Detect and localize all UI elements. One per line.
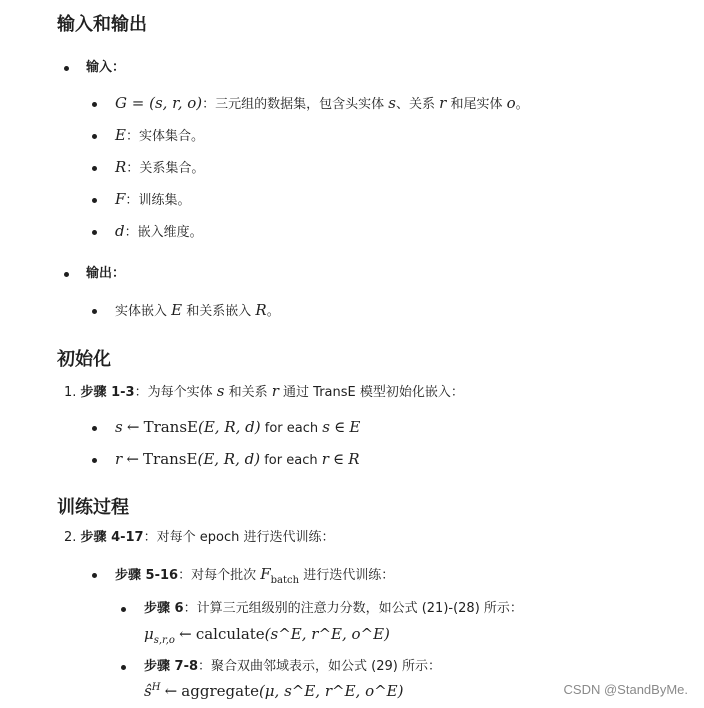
separator: ： <box>124 225 138 240</box>
train-step <box>64 529 334 547</box>
math-var: R <box>348 450 360 468</box>
math-var: E <box>171 301 183 319</box>
math-var: F <box>260 565 271 583</box>
math-args: (μ, s^E, r^E, o^E) <box>258 682 404 700</box>
separator: ： <box>126 161 140 176</box>
step-label: 步骤 6 <box>144 601 184 616</box>
bullet-dot <box>92 102 97 107</box>
bullet-dot <box>92 426 97 431</box>
math-function: TransE <box>143 450 198 468</box>
math-expression: E <box>115 126 126 144</box>
item-text: 训练集。 <box>138 193 191 208</box>
item-text: ：对每个 epoch 进行迭代训练： <box>143 530 335 545</box>
item-text: 实体嵌入 <box>115 304 168 319</box>
math-function: TransE <box>143 418 198 436</box>
bullet-dot <box>92 309 97 314</box>
math-args: (E, R, d) <box>198 418 261 436</box>
train-step6 <box>144 600 523 618</box>
section-title-io: 输入和输出 <box>57 14 147 35</box>
math-subscript: batch <box>270 575 300 586</box>
output-label: 输出： <box>86 266 126 281</box>
input-label: 输入： <box>86 60 126 75</box>
item-text: 关系集合。 <box>139 161 205 176</box>
math-var: s <box>388 94 396 112</box>
bullet-dot <box>121 607 126 612</box>
list-number: 1. <box>64 385 77 400</box>
init-step <box>64 382 464 402</box>
separator: ： <box>125 193 139 208</box>
math-var: r <box>115 450 123 468</box>
math-var: r <box>321 450 329 468</box>
init-formula-entity <box>115 418 360 438</box>
math-var: R <box>255 301 267 319</box>
math-expression: d <box>115 222 125 240</box>
output-item <box>115 301 280 321</box>
input-item-relations <box>115 158 204 178</box>
bullet-dot <box>92 134 97 139</box>
step-label: 步骤 7-8 <box>144 659 199 674</box>
math-operator: ∈ <box>333 450 345 468</box>
section-title-init: 初始化 <box>57 349 111 370</box>
math-var: E <box>349 418 361 436</box>
item-text: 和尾实体 <box>450 97 503 112</box>
math-operator: ∈ <box>334 418 346 436</box>
math-var: μ <box>144 625 154 643</box>
math-function: calculate <box>195 625 265 643</box>
step-label: 步骤 4-17 <box>80 530 144 545</box>
math-var: o <box>506 94 516 112</box>
math-operator: ← <box>164 682 178 700</box>
separator: ： <box>125 129 139 144</box>
math-var: s <box>216 382 225 400</box>
bullet-dot <box>92 198 97 203</box>
item-text: 和关系嵌入 <box>186 304 252 319</box>
formula-attention <box>144 625 390 645</box>
bullet-dot <box>64 272 69 277</box>
item-text: 。 <box>266 304 280 319</box>
math-args: (s^E, r^E, o^E) <box>264 625 390 643</box>
item-text: 。 <box>515 97 529 112</box>
math-operator: ← <box>126 418 140 436</box>
math-operator: ← <box>179 625 192 643</box>
input-item-entities <box>115 126 204 146</box>
item-text: 通过 TransE 模型初始化嵌入： <box>283 385 464 400</box>
list-number: 2. <box>64 530 77 545</box>
bullet-dot <box>92 458 97 463</box>
item-text: 、关系 <box>396 97 436 112</box>
item-text: ：为每个实体 <box>134 385 213 400</box>
bullet-dot <box>92 230 97 235</box>
watermark: CSDN @StandByMe. <box>563 682 688 697</box>
bullet-dot <box>121 665 126 670</box>
item-text: ：聚合双曲邻域表示，如公式 (29) 所示： <box>198 659 441 674</box>
math-expression: G = (s, r, o) <box>115 94 203 112</box>
train-step7-8 <box>144 658 441 676</box>
math-expression: R <box>115 158 127 176</box>
item-text: 和关系 <box>228 385 268 400</box>
item-text: 进行迭代训练： <box>303 568 395 583</box>
step-label: 步骤 1-3 <box>80 385 135 400</box>
formula-aggregate <box>144 682 403 702</box>
item-text: 实体集合。 <box>138 129 204 144</box>
input-item-dimension <box>115 222 203 242</box>
step-label: 步骤 5-16 <box>115 568 179 583</box>
separator: ： <box>202 97 216 112</box>
item-text: ：对每个批次 <box>178 568 257 583</box>
math-var: ŝ <box>144 682 152 700</box>
train-substep <box>115 565 394 585</box>
math-function: aggregate <box>181 682 259 700</box>
math-operator: ← <box>126 450 139 468</box>
input-item-trainset <box>115 190 190 210</box>
input-item-dataset <box>115 94 529 114</box>
item-text: 三元组的数据集，包含头实体 <box>215 97 385 112</box>
math-var: r <box>439 94 447 112</box>
math-subscript: s,r,o <box>153 635 175 646</box>
math-var: s <box>322 418 330 436</box>
math-superscript: H <box>151 682 161 693</box>
bullet-dot <box>92 166 97 171</box>
math-expression: F <box>115 190 126 208</box>
math-var: s <box>115 418 123 436</box>
item-text: 嵌入维度。 <box>137 225 203 240</box>
bullet-dot <box>64 66 69 71</box>
math-var: r <box>271 382 279 400</box>
bullet-dot <box>92 573 97 578</box>
item-text: ：计算三元组级别的注意力分数，如公式 (21)-(28) 所示： <box>183 601 523 616</box>
init-formula-relation <box>115 450 360 470</box>
section-title-train: 训练过程 <box>57 497 129 518</box>
math-args: (E, R, d) <box>197 450 261 468</box>
item-text: for each <box>260 453 322 468</box>
item-text: for each <box>260 421 323 436</box>
